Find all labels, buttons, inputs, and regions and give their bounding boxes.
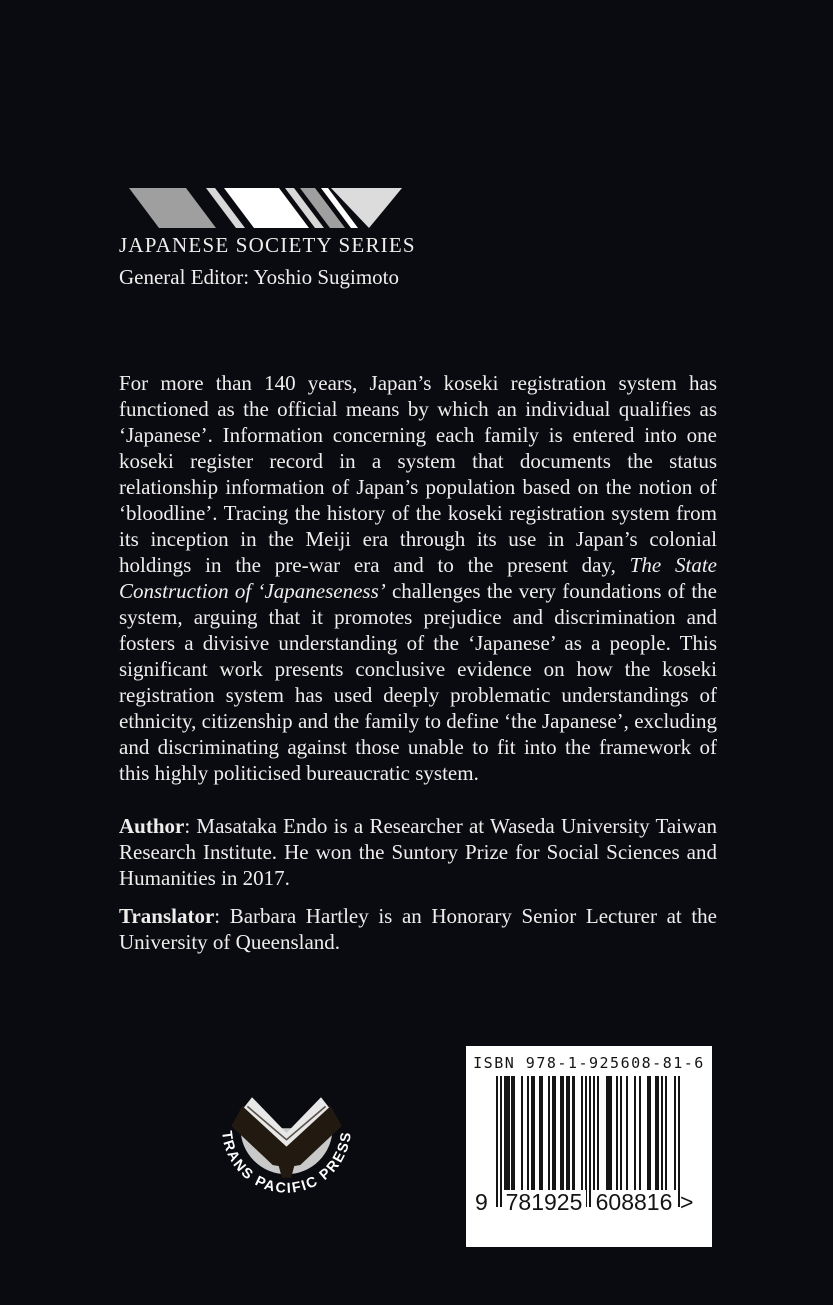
- back-cover-text: [119, 370, 717, 955]
- publisher-arc-text: TRANS PACIFIC PRESS: [218, 1129, 356, 1197]
- series-general-editor: General Editor: Yoshio Sugimoto: [119, 265, 400, 289]
- series-title: JAPANESE SOCIETY SERIES: [119, 233, 416, 257]
- barcode-digit-left: 9: [475, 1189, 488, 1215]
- japanese-society-series-logo-icon: [119, 188, 404, 228]
- translator-paragraph: [119, 903, 717, 955]
- isbn-label: ISBN 978-1-925608-81-6: [473, 1054, 705, 1072]
- translator-text: : Barbara Hartley is an Honorary Senior Lecturer at the University of Queensland.: [119, 904, 717, 954]
- book-title: The State Construction of ‘Japaneseness’: [119, 553, 717, 603]
- isbn-barcode: [466, 1046, 712, 1247]
- author-label: Author: [119, 814, 185, 838]
- trans-pacific-press-logo: [206, 1082, 367, 1209]
- author-text: : Masataka Endo is a Researcher at Waseda University Taiwan Research Institute. He won the Suntory Prize for Social Sciences and Humanities in 2017.: [119, 814, 717, 890]
- barcode-digit-group2: 608816: [592, 1190, 676, 1215]
- blurb-paragraph: [119, 370, 717, 786]
- translator-label: Translator: [119, 904, 215, 928]
- series-header: [119, 188, 419, 290]
- barcode-digit-group1: 781925: [502, 1190, 586, 1215]
- barcode-end-mark: >: [680, 1189, 694, 1215]
- open-book-icon: [206, 1082, 367, 1209]
- blurb-text-before-title: For more than 140 years, Japan’s koseki registration system has functioned as the official means by which an individual qualifies as ‘Japanese’. Information concerning each family is entered into one koseki register record in a system that documents the status relationship information of Japan’s population based on the notion of ‘bloodline’. Tracing the history of the koseki registration system from its inception in the Meiji era through its use in Japan’s colonial holdings in the pre-war era and to the present day,: [119, 371, 717, 577]
- author-paragraph: [119, 813, 717, 891]
- blurb-text-after-title: challenges the very foundations of the system, arguing that it promotes prejudice and discrimination and fosters a divisive understanding of the ‘Japanese’ as a people. This significant work presents conclusive evidence on how the koseki registration system has used deeply problematic understandings of ethnicity, citizenship and the family to define ‘the Japanese’, excluding and discriminating against those unable to fit into the framework of this highly politicised bureaucratic system.: [119, 579, 717, 785]
